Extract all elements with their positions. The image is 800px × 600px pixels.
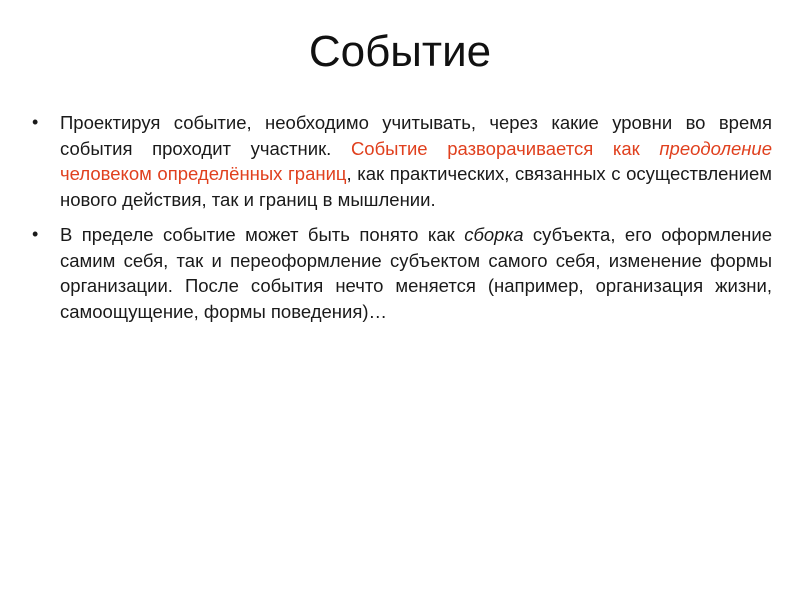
bullet-2-text-end: субъекта, его оформление самим себя, так и переоформление субъектом самого себя, изменение формы организации. После события нечто меняется (например, организация жизни, самоощущение, формы поведения)… <box>60 224 772 322</box>
bullet-icon: • <box>32 112 39 132</box>
bullet-item-2 <box>30 222 772 324</box>
bullet-1-highlight-end: человеком определённых границ <box>60 163 347 184</box>
bullet-2-italic: сборка <box>464 224 524 245</box>
bullet-icon: • <box>32 224 39 244</box>
bullet-1-text: Проектируя событие, необходимо учитывать, через какие уровни во время события проходит участник. <box>60 112 772 159</box>
slide-title: Событие <box>308 27 492 76</box>
bullet-list <box>30 110 772 334</box>
bullet-item-1 <box>30 110 772 212</box>
bullet-1-text-end: , как практических, связанных с осуществлением нового действия, так и границ в мышлении. <box>60 163 772 210</box>
bullet-2-text: В пределе событие может быть понято как <box>60 224 465 245</box>
bullet-1-highlight-italic: преодоление <box>659 137 772 159</box>
bullet-1-highlight: Событие разворачивается как <box>350 137 660 159</box>
